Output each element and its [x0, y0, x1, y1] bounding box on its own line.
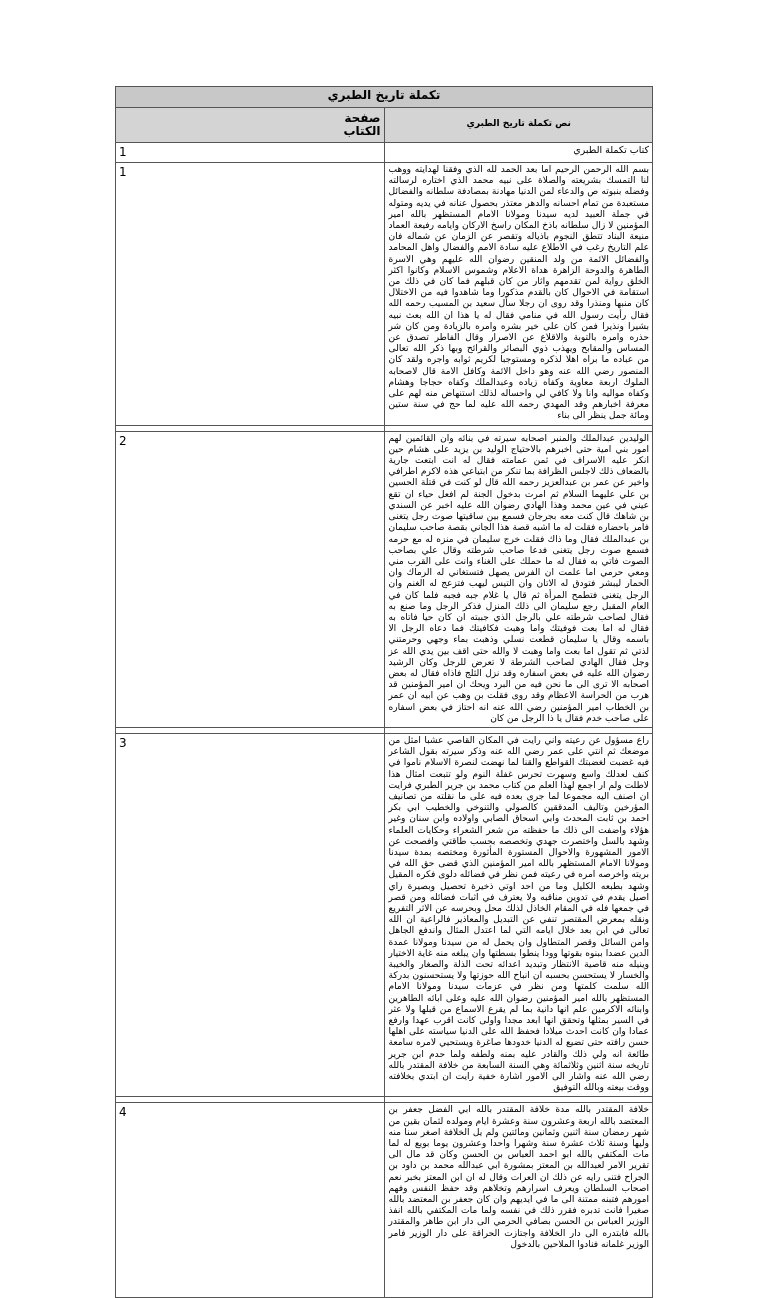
page-text: بسم الله الرحمن الرحيم اما بعد الحمد لله الذي وفقنا لهدايته ووهب لنا التمسك بشريعته والصلاة على نبيه محمد الذي اختاره لرسالته وفضله بنبوته ص والدعاء لمن الدنيا مهادنة بمصادفة سلطانه والفضائل مستعبدة من تمام احسانه والدهر معتذر بحصول عنانه في يديه ومتوله في جملة العبيد لديه سيدنا ومولانا الامام المستظهر بالله امير المؤمنين لا زال سلطانه باذخ المكان راسخ الاركان وايامه رفيعة العماد منيعة البناد تتطق النجوم باذياله وتقصر عن الزمان عن شماله فان علم التاريخ رغب في الاطلاع عليه سادة الامم والفضال واهل المحامد والفضائل الائمة من ولد المنقين رضوان الله عليهم وهي الاسرة الطاهرة والدوحة الزاهرة هداة الاعلام وشموس الاسلام وكانوا اكثر الخلق رواية لمن تقدمهم واثار من كان قبلهم فما كان في ذلك من استقامة في الاحوال كان بالقدم مذكورا وما شاهدوا فيه من الاختلال كان منبها ومنذرا وقد روى ان رجلا سأل سعيد بن المسيب رحمه الله فقال رأيت رسول الله في منامي فقال له يا هذا ان الله بعث نبيه بشيرا ونذيرا فمن كان على خير بشره وامره بالزيادة ومن كان شر حذره وامره بالتوبة والاقلاع عن الاصرار وقال الفاطر تصدق عن المساس والمقابح ويهذب ذوي البصائر والقرائح وبها ذكر الله تعالى من عباده ما براه اهلا لذكره ومستوجبا لكريم ثوابه واجره ولقد كان المنصور رضي الله عنه وهو داخل الائمة وكافل الامة قال لاصحابه الملوك اربعة معاوية وكفاه زياده وعبدالملك وكفاه حجاجا وهشام وكفاه مواليه وانا ولا كافي لي واحساله لذلك استنهاض منه لهم على معرفة اخبارهم وقد المهدي رحمه الله عليه لما حج في سنة ستين ومائة جمل ينظر الى بناء: [384, 163, 653, 426]
page-column-header-line1: صفحة: [344, 111, 381, 125]
intro-row: [116, 143, 653, 163]
page-text: خلافة المقتدر بالله مدة خلافة المقتدر بالله ابي الفضل جعفر بن المعتضد بالله اربعة وعشرون سنة وعشرة ايام ومولده لثمان بقين من شهر رمضان سنة اثنين وثمانين ومائتين ولم يل الخلافة اصغر سنا منه وليها وسنة ثلاث عشرة سنة وشهرا واحدا وعشرون يوما بويع له لما مات المكتفي بالله ابو احمد العباس بن الحسن وكان قد مال الى تقرير الامر لعبدالله بن المعتز بمشورة ابي عبدالله محمد بن داود بن الجراح فتنى رايه عن ذلك ان العرات وقال له ان ابن المعتز بخبر نعم اصحاب السلطان ويعرف اسرارهم وتخلاهم وقد حفظ النفس وفهم امورهم فتبنه ممتنة الى ما في ايديهم وان كان جعفر بن المعتضد بالله صغيرا فانت تدبره فقرر ذلك في نفسه ولما مات المكتفي بالله انفذ الوزير العباس بن الحسن بصافي الحرمي الى دار ابن طاهر والمقتدر بالله فابتدره الى دار الخلافة واجتازت الحراقة على دار الوزير فامر الوزير غلمانه فنادوا الملاحين بالدخول: [384, 1103, 653, 1298]
page-number: 3: [116, 733, 385, 1097]
document-title: تكملة تاريخ الطبري: [116, 87, 653, 108]
table-row: [116, 431, 653, 727]
page-number: 2: [116, 431, 385, 727]
book-table: [115, 86, 653, 1298]
page-number: 4: [116, 1103, 385, 1298]
text-column-header: نص تكملة تاريخ الطبري: [384, 108, 653, 143]
page-column-header-line2: الكتاب: [343, 124, 381, 138]
intro-page-number: 1: [116, 143, 385, 163]
title-row: [116, 87, 653, 108]
table-row: [116, 1103, 653, 1298]
table-row: [116, 733, 653, 1097]
table-row: [116, 163, 653, 426]
document-page: [115, 86, 653, 1298]
header-row: [116, 108, 653, 143]
page-text: الوليدين عبدالملك والمنبر اصحابه سيرته في بنائه وان القائمين لهم امور بني امية حتى اخبرهم بالاحتياج الوليد بن يزيد على هشام حين انكر عليه الاسراف في ثمن عمامته فقال له انت ابتعت جارية بالضعاف ذلك لاجلس الظرافة بما تنكر من ابتياعي هذه لاكرم اطرافي واخير عن عمر بن عبدالعزيز رحمه الله قال لو كنت في قتلة الحسين بن علي عليهما السلام ثم امرت بدخول الجنة لم افعل حياء ان تقع عيني في عين محمد وهذا الهادي رضوان الله عليه اخبر عن السندي بن شاهك قال كنت معه بجرجان فسمع بين ساقيتها صوت رجل يتغنى فامر باحضاره فقلت له ما اشبه قصة هذا الجاني بقصة صاحب سليمان بن عبدالملك فقال وما ذاك فقلت خرج سليمان في منزه له مع حرمه فسمع صوت رجل يتغنى فدعا صاحب شرطته وقال علي بصاحب الصوت فاتي به فقال له ما حملك على الغناء وانت على القرب مني ومعي حرمي اما علمت ان الفرس يصهل فتستغاني له الرماك وان الحمار ليبشر فتودق له الاتان وان التيس ليهب فتزعج له الغنم وان الرجل يتغنى فتطمح المرأة ثم قال يا غلام جبه فجبه فلما كان في العام المقبل رجع سليمان الى ذلك المنزل فذكر الرجل وما صنع به فقال لصاحب شرطته علي بالرجل الذي جببته ان كان حيا فاتاه به فقال له اما بعت فوفيتك واما وهبت فكافيتك فما دعاه الرجل الا باسمه وقال يا سليمان قطعت نسلي وذهبت بماء وجهي وحرمتني لذتي ثم تقول اما بعت واما وهبت لا والله حتى اقف بين يدي الله عز وجل فقال الهادي لصاحب الشرطة لا تعرض للرجل وكان الرشيد رضوان الله عليه في بعض اسفاره وقد نزل الثلج فاذاه فقال له بعض اصحابه الا ترى الى ما نحن فيه من البرد ويحك ان امير المؤمنين قد هرب من الحراسة الاعظام وقد روى فقلت بن وهب عن ابيه ان عمر بن الخطاب امير المؤمنين رضي الله عنه انه احتاز في بعض اسفاره على صاحب خدم فقال يا ذا الرجل من كان: [384, 431, 653, 727]
page-number: 1: [116, 163, 385, 426]
intro-text: كتاب تكملة الطبري: [384, 143, 653, 163]
page-column-header: [116, 108, 385, 143]
page-text: راع مسؤول عن رعيته واني رايت في المكان القاصي عشبا امثل من موضعك ثم انتي على عمر رضي الله عنه وذكر سيرته بقول الشاعر فيه غضبت لغضبتك القواطع والقنا لما نهضت لنصرة الاسلام ناموا في كنف لعدلك واسع وسهرت تحرس غفلة النوم ولو تتبعت امثال هذا لاطلت ولم ار اجمع لهذا العلم من كتاب محمد بن جرير الطبري فرايت ان اصنف اليه مجموعا لما جرى بعده فيه على ما نقلته من تصانيف المؤرخين وتاليف المدققين كالصولي والتنوخي والخطيب ابي بكر احمد بن ثابت المحدث وابي اسحاق الصابي واولاده وابن سنان وغير هؤلاء واضفت الى ذلك ما حفظته من شعر الشعراء وحكايات العلماء وشهد بالسل واختصرت جهدي وتخصصه بحسب طاقتي وافصحت عن الامور المشهورة والاحوال المستورة المأثورة ومختصه بمدة سيدنا ومولانا الامام المستظهر بالله امير المؤمنين الذي قضى حق الله في بريته واخرصه امره في رعيته فمن نظر في فضائله دلوى فكره المقيل وشهد بطبعه الكليل وما من احد اوتي ذخيرة تحصيل وبصيرة راي اصيل يقدم في تدوين مناقبه ولا يعترف في اثبات فضائله ومن قصر في جمعها فله في المقام الخاذل لذلك محل وبحرسه عن الاثر التفريع ونقله بمعرض المقتصر تنفي عن التبديل والمعاذير فالراعية ان الله تعالى في ابن بعد خلال ايامه التي لما اعتدل المثال واندفع الجاهل وامن السائل وقصر المتطاول وان يحمل له من سيدنا ومولانا عمدة الدين عضدا ببنوه بقوتها وودا ينطوا بسطتها وان يبلغه منه غاية الاختيار وينيله منه قاصية الانتظار وتبديد اعدائه تحت الذلة والصغار والخيبة والخسار لا يستحسن بحسبه ان انباح الله حوزتها ولا يستحسنون بدركة الله سلمت كلمتها ومن نظر في عزمات سيدنا ومولانا الامام المستظهر بالله امير المؤمنين رضوان الله عليه وعلى ابائه الطاهرين وابنائه الاكرمين علم انها دانية بما لم يقرع الاسماع من قبلها ولا عثر في السير بمثلها وتحقق انها ابعد مجدا واولى كانت اقرب عهدا وارفع عمادا وان كانت احدث ميلادا فحفظ الله على الدنيا سياسته على اهلها حسن رافته حتى تضيع له الدنيا خدودها صاغرة ويستحيي لامره سامعة طائعة انه ولي ذلك والقادر عليه بمنه ولطفه ولما حدم ابن جرير تاريخه سنة اثنين وثلاثمائة وهي السنة السابعة من خلافة المقتدر بالله رضي الله عنه واشار الى الامور اشارة خفية رايت ان ابتدي بخلافته ووقت بيعته وبالله التوفيق: [384, 733, 653, 1097]
